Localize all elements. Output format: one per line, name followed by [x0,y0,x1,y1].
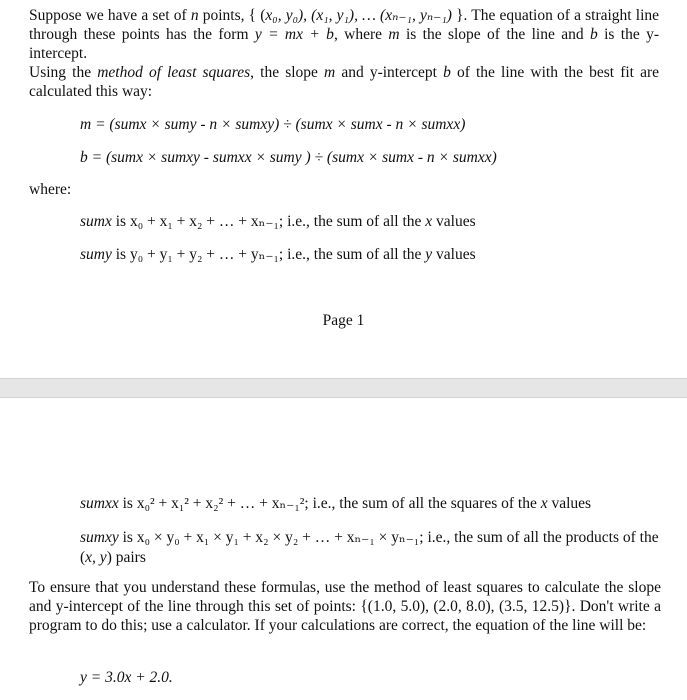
answer-text: y = 3.0x + 2.0. [80,669,173,686]
page-number: Page 1 [322,312,365,329]
text: sumxx [80,495,119,512]
text: points, { ( [198,7,266,24]
formula-text: m = (sumx × sumy - n × sumxy) ÷ (sumx × sumx - n × sumxx) [80,116,466,133]
method-paragraph [29,63,659,101]
text: y [425,246,433,263]
text: , the slope [250,64,325,81]
text: is x₀ × y₀ + x₁ × y₁ + x₂ × y₂ + … + xₙ₋₁ × yₙ₋₁; i.e., the sum of all the products of the ( [80,529,659,566]
text: ) pairs [106,549,146,566]
points-notation: x₀, y₀), (x₁, y₁), … (xₙ₋₁, yₙ₋₁) [265,7,452,24]
sumxy-definition [80,528,660,568]
page-separator [0,378,687,398]
sumx-definition [80,212,670,232]
text: Suppose we have a set of [29,7,191,24]
where-label: where: [29,181,72,198]
formula-text: b = (sumx × sumxy - sumxx × sumy ) ÷ (sumx × sumx - n × sumxx) [80,149,497,166]
text: }. The equation of a straight line through these points has the form [29,7,660,43]
text: , where [333,26,389,43]
text: values [432,246,476,263]
text: b [589,26,598,43]
text: values [432,213,476,230]
text: x [540,495,548,512]
text: values [547,495,592,512]
text: m [324,64,336,81]
text: sumy [80,246,112,263]
text: m [388,26,400,43]
formula-slope [80,115,670,135]
answer-equation [80,668,670,688]
text: x, y [85,549,107,566]
text: of the line with the best fit are calculated this way: [29,64,659,100]
exercise-paragraph: To ensure that you understand these formulas, use the method of least squares to calculate the slope and y-intercept of the line through this set of points: {(1.0, 5.0), (2.0, 8.0), (3.5, 12.5)}. Don't write a program to do this; use a calculator. If your calculations are correct, the equation of the line will be: [29,579,661,634]
text: method of least squares [97,64,251,81]
text: is the y-intercept. [29,26,659,62]
text: is y₀ + y₁ + y₂ + … + yₙ₋₁; i.e., the sum of all the [111,246,426,263]
text: n [190,7,199,24]
text: x [425,213,433,230]
sumy-definition [80,245,670,265]
text: is x₀ + x₁ + x₂ + … + xₙ₋₁; i.e., the sum of all the [111,213,426,230]
text: sumx [80,213,112,230]
text: and y-intercept [335,64,444,81]
text: Using the [29,64,98,81]
formula-intercept [80,148,670,168]
text: is x₀² + x₁² + x₂² + … + xₙ₋₁²; i.e., the sum of all the squares of the [118,495,541,512]
text: sumxy [80,529,119,546]
intro-paragraph [29,6,659,63]
text: b [443,64,451,81]
line-equation: y = mx + b [254,26,334,43]
text: is the slope of the line and [399,26,590,43]
document-page-2 [0,398,687,700]
sumxx-definition [80,494,670,514]
